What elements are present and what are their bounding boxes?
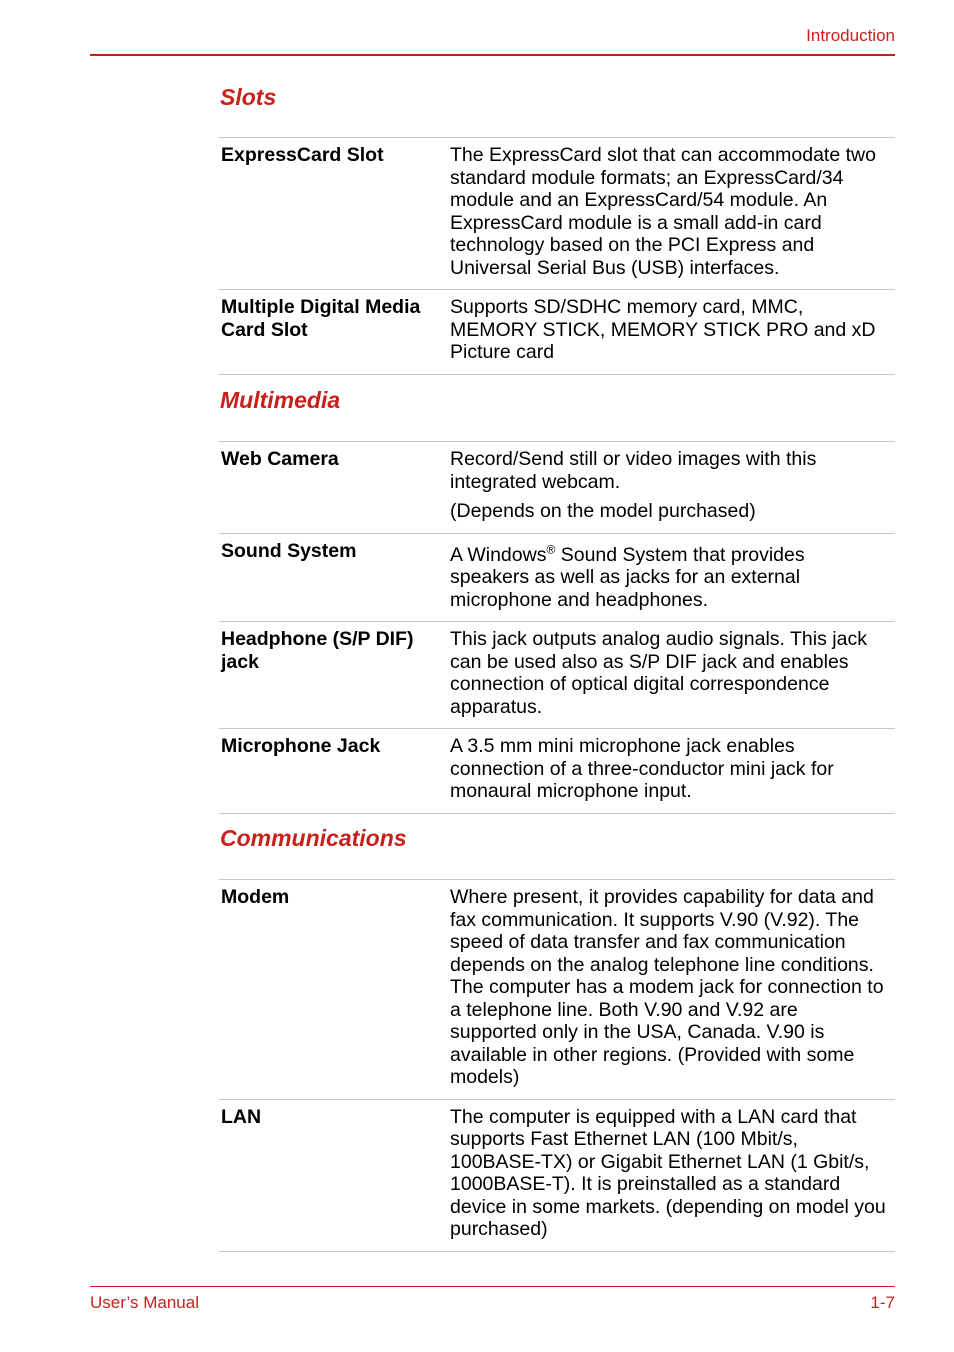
spec-term: Multiple Digital Media Card Slot <box>221 296 421 341</box>
spec-description: The ExpressCard slot that can accommodate two standard module formats; an ExpressCard/34 module and an ExpressCard/54 module. An ExpressCard module is a small add-in card technology based on the PCI Express and Universal Serial Bus (USB) interfaces. <box>450 144 876 279</box>
table-row <box>219 729 895 814</box>
slots-table <box>219 137 895 375</box>
table-row <box>219 622 895 729</box>
section-title-communications: Communications <box>220 825 407 851</box>
communications-table <box>219 879 895 1252</box>
spec-term: Microphone Jack <box>221 735 381 757</box>
spec-term: ExpressCard Slot <box>221 144 384 166</box>
spec-description: The computer is equipped with a LAN card that supports Fast Ethernet LAN (100 Mbit/s, 100BASE-TX) or Gigabit Ethernet LAN (1 Gbit/s, 1000BASE-T). It is preinstalled as a standard device in some markets. (depending on model you purchased) <box>450 1105 886 1240</box>
spec-term: Web Camera <box>221 448 339 470</box>
page-number: 1-7 <box>870 1293 895 1312</box>
footer-divider <box>90 1286 895 1287</box>
spec-description-pre: A Windows <box>450 543 547 566</box>
multimedia-table <box>219 441 895 814</box>
table-row <box>219 1099 895 1251</box>
footer-manual-title: User’s Manual <box>90 1293 199 1312</box>
spec-description: A 3.5 mm mini microphone jack enables connection of a three-conductor mini jack for monaural microphone input. <box>450 735 834 802</box>
registered-mark: ® <box>546 542 556 556</box>
spec-term: Sound System <box>221 539 357 562</box>
spec-description: This jack outputs analog audio signals. This jack can be used also as S/P DIF jack and enables connection of optical digital correspondence apparatus. <box>450 628 867 718</box>
spec-description <box>442 442 895 534</box>
spec-note: (Depends on the model purchased) <box>450 500 756 522</box>
spec-description: Supports SD/SDHC memory card, MMC, MEMORY STICK, MEMORY STICK PRO and xD Picture card <box>450 296 876 363</box>
table-row <box>219 880 895 1100</box>
section-title-multimedia: Multimedia <box>220 387 341 413</box>
table-row <box>219 533 895 622</box>
spec-description-text: Record/Send still or video images with this integrated webcam. <box>450 448 817 493</box>
section-title-slots: Slots <box>220 84 277 110</box>
spec-description: Where present, it provides capability for data and fax communication. It supports V.90 (V.92). The speed of data transfer and fax communication depends on the analog telephone line conditions. The computer has a modem jack for connection to a telephone line. Both V.90 and V.92 are supported only in the USA, Canada. V.90 is available in other regions. (Provided with some models) <box>450 886 884 1088</box>
spec-description <box>442 533 895 622</box>
table-row <box>219 290 895 375</box>
spec-term: LAN <box>221 1105 262 1128</box>
spec-description-post: Sound System that provides speakers as well as jacks for an external microphone and headphones. <box>450 543 805 611</box>
table-row <box>219 138 895 290</box>
spec-term: Modem <box>221 886 290 908</box>
spec-term: Headphone (S/P DIF) jack <box>221 628 414 673</box>
header-divider <box>90 54 895 56</box>
table-row <box>219 442 895 534</box>
running-header: Introduction <box>806 26 895 45</box>
